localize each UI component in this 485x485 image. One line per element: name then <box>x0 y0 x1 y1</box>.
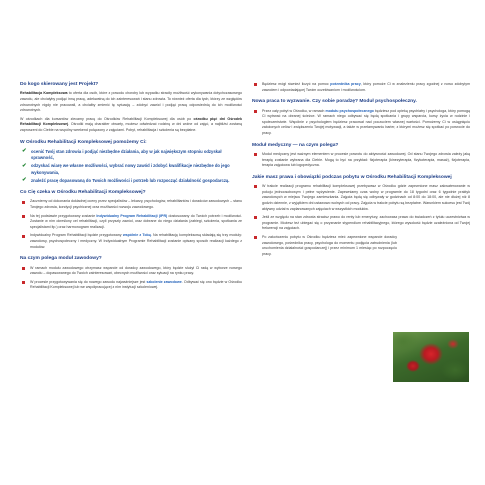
bullet-text: W ramach modułu zawodowego otrzymasz wsparcie od doradcy zawodowego, który będzie służył Ci radą w wyborze nowego zawodu – dopasowanego do Twoich zainteresowań, obecnych możliwości oraz sytuacji na rynku pracy. <box>30 265 242 276</box>
bullet-text: Moduł medyczny jest ważnym elementem w procesie powrotu do aktywności zawodowej. Od stanu Twojego zdrowia zależy jaką terapię zostanie wybrana dla Ciebie. Mogą to być na przykład: fizjoterapia (kinezyterapia, fizykoterapia, masaż), fizjoterapia, terapia zajęciowa lub logopedyczna. <box>262 151 470 168</box>
bullet-square-icon <box>22 215 25 218</box>
intro-paragraph <box>20 91 242 113</box>
checklist-item <box>20 149 242 161</box>
bullet-text: . Na rehabilitację kompleksową składają się trzy moduły: zawodowy, psychospołeczny i medyczny. W Indywidualnym Programie Rehabilitacji zostanie opisany sposób realizacji każdego z modułów. <box>30 233 242 249</box>
center-text-a: W ośrodkach dla kursantów zlecamy pracę do Ośrodków Rehabilitacji Kompleksowej dla osób po <box>20 116 194 121</box>
bullet-text: W trakcie realizacji programu rehabilitacji kompleksowej przebywasz w Ośrodku gdzie zapewnione masz zakwaterowanie w pokoju jednoosobowym i pełne wyżywienie. Zapewniamy czas wolny w programie do 18 tygodni oraz 6 tygodnie praktyk zawodowych w miejscu Twojego zamieszkania. Zajęcia będą się odbywały w godzinach od 8:00 do 18:00, ale nie dłużej niż 8 godzin dziennie, z wyjątkiem dni ustawowo wolnych od pracy. Zajęcia w trakcie pobytu są bezpłatne. Warunkiem sukcesu jest Twój aktywny udział w zaplanowanych zajęciach w wszystkich modułów. <box>262 184 470 211</box>
bullet-text: , który pomoże Ci w znalezieniu pracy zgodnej z nowo zdobytym zawodem i odpowiadającej Twoim oczekiwaniom i możliwościom. <box>262 82 470 92</box>
section-heading-psychosocial: Nowa praca to wyzwanie. Czy sobie poradzę? Moduł psychospołeczny. <box>252 99 417 105</box>
medical-list <box>252 152 470 169</box>
check-icon: ✔ <box>22 162 27 169</box>
bullet-highlight: modułu psychospołecznego <box>325 108 374 113</box>
bullet-square-icon <box>254 110 257 113</box>
section-heading-expect: Co Cię czeka w Ośrodku Rehabilitacji Kompleksowej? <box>20 189 146 195</box>
bullet-square-icon <box>254 153 257 156</box>
psychosocial-list <box>252 109 470 137</box>
bullet-square-icon <box>22 201 25 204</box>
right-column <box>252 80 470 260</box>
bullet-square-icon <box>22 235 25 238</box>
center-paragraph <box>20 117 242 134</box>
left-column <box>20 80 242 294</box>
check-icon: ✔ <box>22 177 27 184</box>
bullet-item <box>20 233 242 250</box>
check-icon: ✔ <box>22 148 27 155</box>
bullet-text: Zaczniemy od dokonania dokładnej oceny przez specjalistów – lekarzy, psychologów, rehabilitantów i doradców zawodowych – stanu Twojego zdrowia, kondycji psychicznej oraz możliwości rozwoju zawodowego. <box>30 199 242 209</box>
bullet-text: Będziesz mógł również liczyć na pomoc <box>262 82 331 86</box>
bullet-text: Po zakończeniu pobytu w Ośrodku będziesz mieć zapewnione wsparcie doradcy zawodowego, pośrednika pracy, psychologa do momentu podjęcia zatrudnienia (lub uruchomienia działalności gospodarczej) i przez minimum 1 miesiąc po rozpoczęciu pracy. <box>262 234 397 256</box>
bullet-text: Przez cały pobyt w Ośrodku, w ramach <box>262 108 326 113</box>
bullet-square-icon <box>254 83 257 86</box>
bullet-item <box>252 215 470 232</box>
section-heading-medical: Moduł medyczny — na czym polega? <box>252 142 339 148</box>
bullet-text: Jeśli ze względu na stan zdrowia stracisz prawo do renty lub emerytury, zachowasz prawo do świadczeń z tytułu uczestnictwa w programie. Możesz też ubiegać się o przyznanie stypendium rehabilitacyjnego, którego wysokość będzie uzależniona od Twojej frekwencji na zajęciach. <box>262 215 470 231</box>
bullet-item <box>20 199 242 210</box>
checklist-text: znaleźć pracę dopasowaną do Twoich możliwości i potrzeb lub rozpocząć działalność gospodarczą. <box>31 177 230 183</box>
section-heading-vocational: Na czym polega moduł zawodowy? <box>20 256 102 262</box>
section-heading-help: W Ośrodku Rehabilitacji Kompleksowej pomożemy Ci: <box>20 139 147 145</box>
bullet-highlight: pośrednika pracy <box>330 82 361 86</box>
bullet-text: Na tej podstawie przygotowany zostanie <box>30 213 97 218</box>
rights-list <box>252 184 470 257</box>
bullet-item <box>252 109 470 137</box>
bullet-text: W procesie przygotowywania się do nowego zawodu najważniejsze jest <box>30 279 147 284</box>
checklist-item <box>20 163 242 175</box>
center-bold: ośrodku pięć dni Ośrodek Rehabilitacji Kompleksowej <box>20 116 242 127</box>
bullet-highlight: wspólnie z Tobą <box>122 233 151 238</box>
center-text-b: . Ośrodki mają charakter otwarty, możesz odwiedzać rodzinę w dni wolne od zajęć, a najbliżsi zostaną zaproszeni do Ciebie na wspólny weekend połączony z zajęciami. Pobyt, rehabilitacja i szkolenia są bezpłatne. <box>20 122 242 132</box>
bullet-highlight: szkolenie zawodowe <box>146 279 182 284</box>
bullet-text: Indywidualny Program Rehabilitacji będzie przygotowany <box>30 233 123 238</box>
bullet-item <box>252 184 470 212</box>
intro-bold: Rehabilitacja Kompleksowa <box>20 91 68 96</box>
bullet-square-icon <box>22 267 25 270</box>
checklist-item <box>20 178 242 184</box>
section-heading-rights: Jakie masz prawa i obowiązki podczas pobytu w Ośrodku Rehabilitacji Kompleksowej <box>252 174 452 180</box>
section-heading-target: Do kogo skierowany jest Projekt? <box>20 82 99 87</box>
expect-bullet-list <box>20 199 242 250</box>
bullet-text: . Odbywać się ono będzie w Ośrodku Rehabilitacji Kompleksowej lub we współpracującej z nim instytucji szkoleniowej. <box>30 279 243 290</box>
checklist-text: odzyskać wiarę we własne możliwości, wybrać nowy zawód i zdobyć kwalifikacje niezbędne do jego wykonywania, <box>31 163 230 175</box>
intro-text: to oferta dla osób, które z powodu choroby lub wypadku straciły możliwość wykonywania dotychczasowego zawodu, ale chciałyby podjąć inną pracę, adekwatną do ich zainteresowań i stanu zdrowia. To również oferta dla tych, którzy ze względów zdrowotnych nigdy nie pracowali, a chciałby zmienić tę sytuację – zdobyć zawód i podjąć pracę odpowiednią do ich możliwości zdrowotnych. <box>20 91 242 113</box>
bullet-item <box>20 266 242 277</box>
bullet-square-icon <box>254 216 257 219</box>
bullet-text: będziesz pod opieką psychiatry i psychologa, który pomogą Ci wytrwać na obranej ścieżce. W ramach niego odbywać się będą spotkania i grupy wsparcia, kursy życia w rodzinie i społeczeństwie. Wspólnie z psychologiem będziesz pracował nad poczuciem własnej wartości. Pomożemy Ci w osiągnięciu założonych celów i zwiększeniu Twojej motywacji, a także w przełamywaniu barier, z którymi możesz się spotkać po powrocie do pracy. <box>262 108 470 135</box>
bullet-highlight: Indywidualny Program Rehabilitacji (IPR) <box>96 213 168 218</box>
job-broker-list <box>252 82 470 93</box>
bullet-item <box>20 280 242 291</box>
bullet-square-icon <box>254 236 257 239</box>
checklist-text: ocenić Twój stan zdrowia i podjąć niezbędne działania, aby w jak największym stopniu odzyskał sprawność, <box>31 148 222 161</box>
vocational-bullet-list <box>20 266 242 291</box>
help-checklist <box>20 149 242 184</box>
bullet-item <box>252 82 470 93</box>
bullet-text: dostosowany do Twoich potrzeb i możliwości. Zostanie w nim określony cel rehabilitacji, czyli przyszły zawód, oraz dobrane do niego działania (zabiegi, szkolenia, spotkania ze specjalistami itp.) oraz harmonogram realizacji. <box>30 213 243 229</box>
bullet-item <box>252 235 397 257</box>
bullet-item <box>20 214 242 231</box>
bullet-square-icon <box>254 185 257 188</box>
rose-photo <box>393 332 469 382</box>
bullet-item <box>252 152 470 169</box>
bullet-square-icon <box>22 281 25 284</box>
